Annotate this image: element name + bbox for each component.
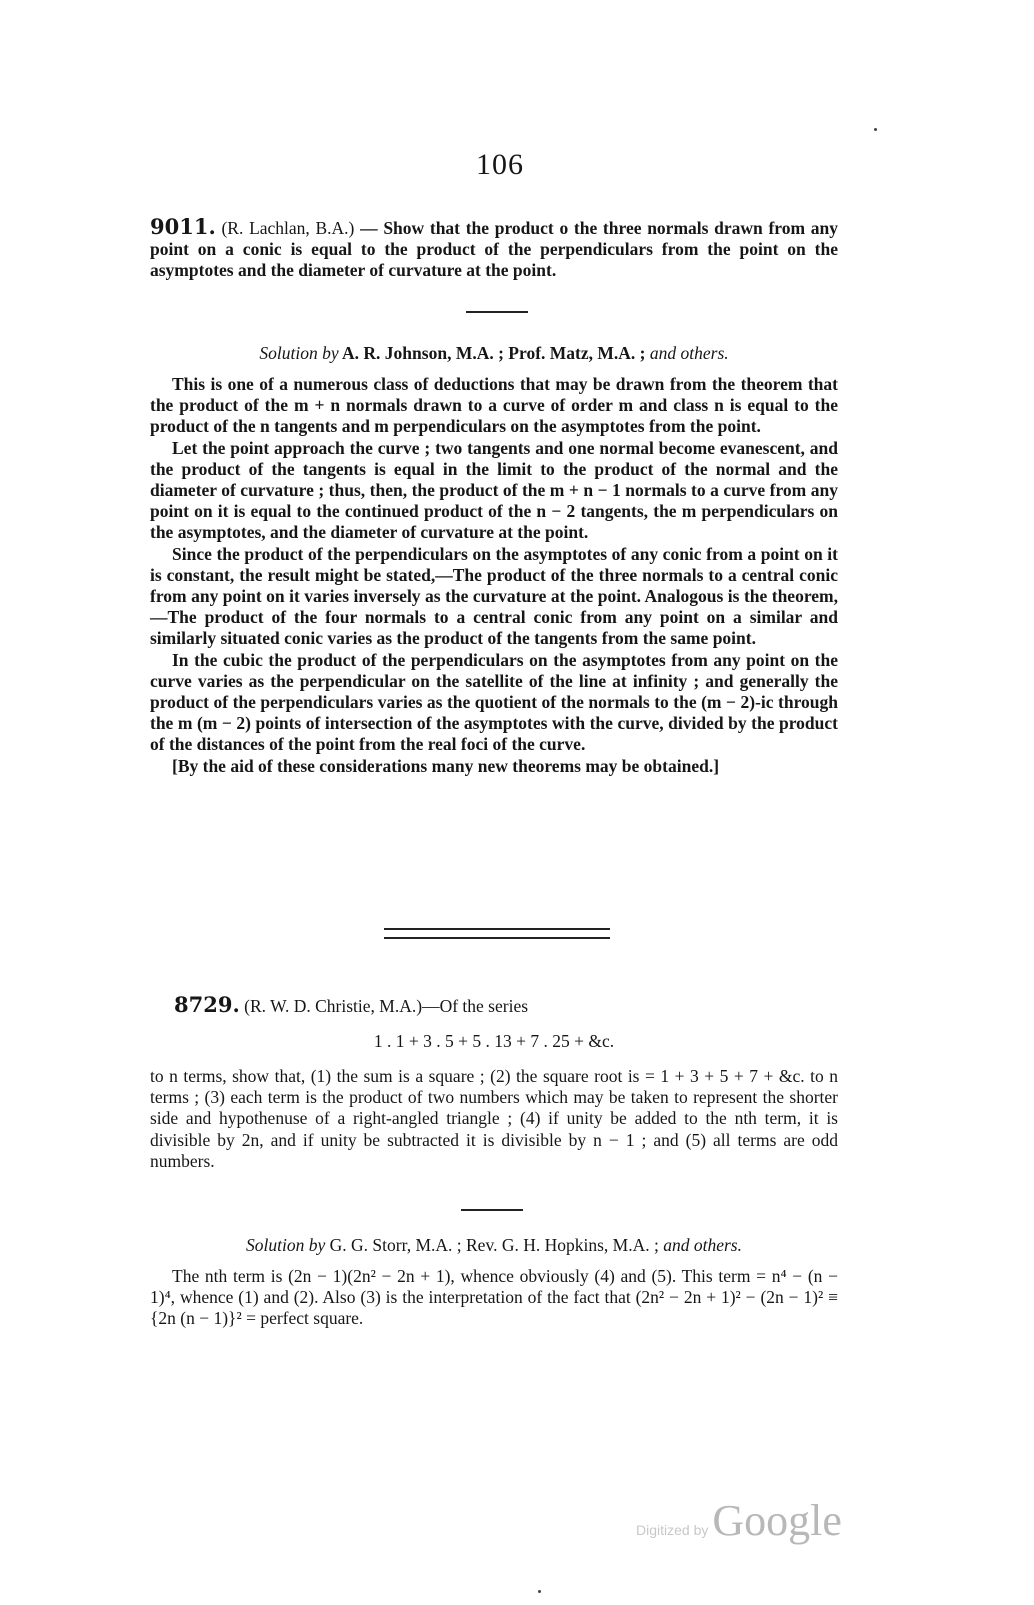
solution-label: Solution by (246, 1235, 326, 1255)
solution-others: and others. (663, 1235, 742, 1255)
solution-heading (150, 342, 838, 364)
question-author: (R. Lachlan, B.A.) (221, 218, 355, 238)
scan-speck (874, 128, 877, 131)
question-8729-heading (150, 994, 838, 1017)
solution-paragraph: In the cubic the product of the perpendiculars on the asymptotes from any point on the curve varies as the perpendicular on the satellite of the line at infinity ; and generally the product of the perpendiculars varies as the quotient of the normals to the (m − 2)-ic through the m (m − 2) points of intersection of the asymptotes with the curve, divided by the product of the distances of the point from the real foci of the curve. (150, 649, 838, 755)
solution-heading (150, 1234, 838, 1256)
question-8729-body (150, 1066, 838, 1172)
question-intro: —Of the series (422, 996, 529, 1016)
section-divider (466, 311, 528, 313)
page-number: 106 (476, 148, 524, 181)
solution-8729 (150, 1234, 838, 1330)
solution-paragraph: Let the point approach the curve ; two tangents and one normal become evanescent, and the product of the tangents is equal in the limit to the product of the normal and the diameter of curvature ; thus, then, the product of the m + n − 1 normals to a curve from any point on it is equal to the continued product of the n − 2 tangents, the m perpendiculars on the asymptotes, and the diameter of curvature at the point. (150, 437, 838, 543)
question-body: to n terms, show that, (1) the sum is a square ; (2) the square root is = 1 + 3 + 5 + 7 + &c. to n terms ; (3) each term is the product of two numbers which may be taken to represent the shorter side and hypothenuse of a right-angled triangle ; (4) if unity be added to the nth term, it is divisible by 2n, and if unity be subtracted it is divisible by n − 1 ; and (5) all terms are odd numbers. (150, 1066, 838, 1171)
solution-paragraph: This is one of a numerous class of deductions that may be drawn from the theorem that the product of the m + n normals drawn to a curve of order m and class n is equal to the product of the n tangents and m perpendiculars on the asymptotes from the point. (150, 374, 838, 437)
section-divider (461, 1209, 523, 1211)
solution-paragraph: The nth term is (2n − 1)(2n² − 2n + 1), whence obviously (4) and (5). This term = n⁴ − (n − 1)⁴, whence (1) and (2). Also (3) is the interpretation of the fact that (2n² − 2n + 1)² − (2n − 1)² ≡ {2n (n − 1)}² = perfect square. (150, 1266, 838, 1329)
question-author: (R. W. D. Christie, M.A.) (244, 996, 423, 1016)
solution-label: Solution by (259, 343, 339, 363)
question-number: 8729. (174, 992, 240, 1017)
watermark-prefix: Digitized by (636, 1522, 709, 1538)
question-body: — Show that the product o the three normals drawn from any point on a conic is equal to the product of the perpendiculars from the point on the asymptotes and the diameter of curvature at the point. (150, 218, 839, 281)
scan-speck (538, 1590, 541, 1593)
google-logo: Google (712, 1496, 842, 1545)
solution-paragraph: Since the product of the perpendiculars on the asymptotes of any conic from a point on it is constant, the result might be stated,—The product of the three normals to a central conic from any point on it varies inversely as the curvature at the point. Analogous is the theorem,—The product of the four normals to a central conic from any point on a similar and similarly situated conic varies as the product of the tangents from the same point. (150, 543, 838, 649)
solution-solvers: A. R. Johnson, M.A. ; Prof. Matz, M.A. ; (342, 343, 646, 363)
question-8729 (150, 994, 838, 1017)
solution-others: and others. (649, 343, 729, 363)
question-9011 (150, 216, 838, 282)
solution-9011 (150, 342, 838, 777)
question-number: 9011. (150, 214, 216, 239)
double-rule-divider (384, 928, 610, 939)
solution-paragraph: [By the aid of these considerations many new theorems may be obtained.] (172, 755, 720, 776)
series-expression: 1 . 1 + 3 . 5 + 5 . 13 + 7 . 25 + &c. (373, 1031, 615, 1051)
solution-solvers: G. G. Storr, M.A. ; Rev. G. H. Hopkins, M.A. ; (329, 1235, 659, 1255)
question-9011-text (150, 216, 838, 282)
digitized-by-google-watermark (636, 1495, 856, 1545)
